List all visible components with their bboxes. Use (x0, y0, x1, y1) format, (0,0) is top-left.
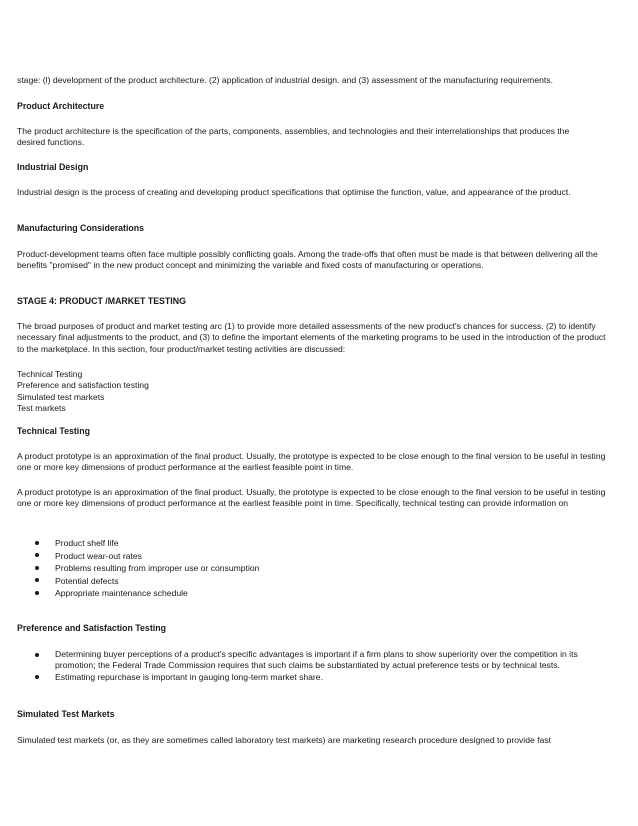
product-architecture-text: The product architecture is the specification of the parts, components, assemblies, and technologies and their interrelationships that produces the desired functions. (17, 126, 570, 148)
list-item: Potential defects (17, 575, 607, 588)
activity-item: Test markets (17, 403, 66, 414)
list-item: Product wear-out rates (17, 550, 607, 563)
list-item: Determining buyer perceptions of a product's specific advantages is important if a firm plans to show superiority over the competition in its promotion; the Federal Trade Commission requires that such claims be substantiated by actual preference tests or by technical tests. (17, 649, 607, 672)
heading-product-architecture: Product Architecture (17, 101, 105, 111)
list-item: Product shelf life (17, 537, 607, 550)
activity-item: Preference and satisfaction testing (17, 380, 149, 391)
manufacturing-text: Product-development teams often face multiple possibly conflicting goals. Among the trade-offs that often must be made is that between delivering all the benefits "promised" in the new product concept and minimizing the variable and fixed costs of manufacturing or operations. (17, 249, 598, 271)
heading-industrial-design: Industrial Design (17, 162, 89, 172)
bullet-icon (35, 653, 39, 657)
list-item: Appropriate maintenance schedule (17, 587, 607, 600)
bullet-icon (35, 578, 39, 582)
activity-item: Simulated test markets (17, 391, 105, 402)
bullet-icon (35, 541, 39, 545)
heading-preference-testing: Preference and Satisfaction Testing (17, 623, 166, 633)
bullet-icon (35, 566, 39, 570)
bullet-icon (35, 553, 39, 557)
industrial-design-text: Industrial design is the process of creating and developing product specifications that optimise the function, value, and appearance of the product. (17, 187, 571, 197)
bullet-icon (35, 675, 39, 679)
activity-item: Technical Testing (17, 369, 83, 379)
activities-list (17, 369, 607, 415)
stage4-text: The broad purposes of product and market testing arc (1) to provide more detailed assessments of the new product's chances for success. (2) to identify necessary final adjustments to the product, and (3) to define the important elements of the marketing programs to be used in the introduction of the product to the marketplace. In this section, four product/market testing activities are discussed: (17, 321, 606, 354)
heading-technical-testing: Technical Testing (17, 426, 90, 436)
technical-testing-para1: A product prototype is an approximation of the final product. Usually, the prototype is expected to be close enough to the final version to be useful in testing one or more key dimensions of product performance at the earliest feasible point in time. (17, 451, 606, 473)
simulated-test-markets-text: Simulated test markets (or, as they are sometimes called laboratory test markets) are marketing research procedure designed to provide fast (17, 735, 552, 745)
technical-testing-para2: A product prototype is an approximation of the final product. Usually, the prototype is expected to be close enough to the final version to be useful in testing one or more key dimensions of product performance at the earliest feasible point in time. Specifically, technical testing can provide information on (17, 487, 606, 509)
technical-testing-bullets (17, 537, 607, 600)
heading-manufacturing: Manufacturing Considerations (17, 223, 145, 233)
list-item: Problems resulting from improper use or consumption (17, 562, 607, 575)
bullet-icon (35, 591, 39, 595)
heading-simulated-test-markets: Simulated Test Markets (17, 709, 115, 719)
heading-stage4: STAGE 4: PRODUCT /MARKET TESTING (17, 296, 186, 306)
preference-bullets (17, 649, 607, 683)
intro-text: stage: (l) development of the product architecture. (2) application of industrial design. and (3) assessment of the manufacturing requirements. (17, 75, 553, 85)
list-item: Estimating repurchase is important in gauging long-term market share. (17, 672, 607, 683)
